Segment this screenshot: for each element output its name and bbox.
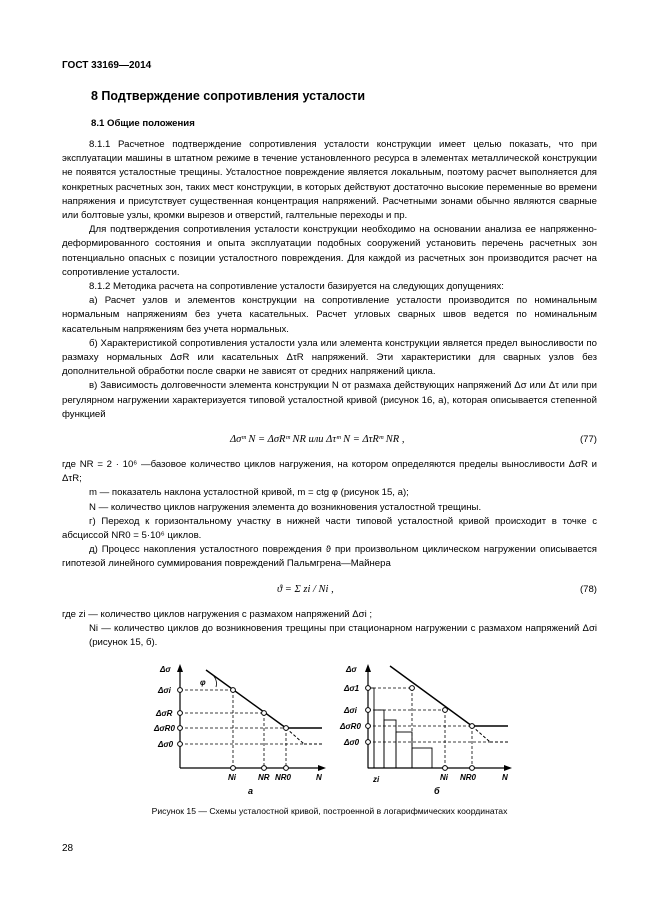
x-label-right-3: N xyxy=(502,773,508,782)
x-arrow-left xyxy=(318,765,326,771)
body-text xyxy=(62,138,597,650)
marker-right xyxy=(366,724,371,729)
document-code: ГОСТ 33169—2014 xyxy=(62,60,152,71)
marker-right xyxy=(443,708,448,713)
x-label-left-2: NR0 xyxy=(275,773,292,782)
dashed-extension-left xyxy=(286,728,304,744)
y-label-right-3: ΔσR0 xyxy=(340,722,361,731)
definition-m: m — показатель наклона усталостной кривой, m = ctg φ (рисунок 15, а); xyxy=(89,487,409,499)
paragraph-a: а) Расчет узлов и элементов конструкции на сопротивление усталости производится по номинальным нормальным напряжениям без учета касательных. Расчет угловых сварных швов ведется по номинальным касательным напряжениям без учета нормальных. xyxy=(62,295,597,335)
definitions-78 xyxy=(62,608,597,651)
angle-phi-label: φ xyxy=(200,678,206,687)
panel-label-a: а xyxy=(248,786,254,796)
x-label-right-0: zi xyxy=(373,775,380,784)
definition-zi: где zi — количество циклов нагружения с размахом напряжений Δσi ; xyxy=(62,608,373,620)
paragraph-8-1-1: 8.1.1 Расчетное подтверждение сопротивления усталости конструкции имеет целью показать, что при эксплуатации машины в штатном режиме в течение установленного ресурса в элементах металлической конструкции не появятся усталостные трещины. Усталостное повреждение является локальным, поэтому расчет выполняется для конкретных расчетных зон, таких мест конструкции, в которых действуют достаточно высокие переменные во времени напряжения и присутствует существенная концентрация напряжений. Расчетными зонами обычно являются сварные или болтовые узлы, кромки вырезов и отверстий, галтельные переходы и пр. xyxy=(62,139,597,222)
marker-left xyxy=(178,688,183,693)
y-label-left-0: Δσ xyxy=(160,665,171,674)
paragraph-zones: Для подтверждения сопротивления усталости конструкции необходимо на основании анализа ее напряженно-деформированного состояния и опыта эксплуатации подобных сооружений установить перечень расчетных зон потенциально опасных с позиции усталостного повреждения. Для каждой из расчетных зон производится расчет на сопротивление усталости. xyxy=(62,224,597,278)
marker-left xyxy=(178,726,183,731)
marker-left xyxy=(178,742,183,747)
marker-right xyxy=(443,766,448,771)
paragraph-g: г) Переход к горизонтальному участку в нижней части типовой усталостной кривой происходит в точке с абсциссой NR0 = 5·10⁶ циклов. xyxy=(62,515,597,542)
load-block xyxy=(412,748,432,768)
marker-left xyxy=(284,766,289,771)
x-label-left-0: Ni xyxy=(228,773,236,782)
y-arrow-right xyxy=(365,664,371,672)
marker-right xyxy=(366,740,371,745)
figure-15 xyxy=(60,660,540,798)
figure-panel-a xyxy=(153,664,326,796)
y-label-left-3: ΔσR0 xyxy=(154,724,175,733)
figure-panel-b xyxy=(339,664,512,796)
figure-caption: Рисунок 15 — Схемы усталостной кривой, построенной в логарифмических координатах xyxy=(151,806,508,816)
y-label-left-4: Δσ0 xyxy=(158,740,174,749)
paragraph-8-1-2: 8.1.2 Методика расчета на сопротивление усталости базируется на следующих допущениях: xyxy=(89,281,504,293)
dashed-extension-right xyxy=(472,726,490,742)
y-label-left-1: Δσi xyxy=(158,686,171,695)
load-block xyxy=(396,732,412,768)
page-number: 28 xyxy=(62,843,74,854)
subsection-title: 8.1 Общие положения xyxy=(91,118,195,129)
equation-77 xyxy=(62,428,597,454)
equation-78-formula: ϑ = Σ zi / Ni , xyxy=(277,583,334,595)
y-label-right-4: Δσ0 xyxy=(344,738,360,747)
marker-left xyxy=(231,766,236,771)
paragraph-v: в) Зависимость долговечности элемента конструкции N от размаха действующих напряжений Δσ или Δτ или при регулярном нагружении характеризуется типовой усталостной кривой (рисунок 16, а), которая описывается степенной функцией xyxy=(62,380,597,420)
y-label-right-2: Δσi xyxy=(344,706,357,715)
load-block xyxy=(374,710,384,768)
paragraph-d: д) Процесс накопления усталостного повреждения ϑ при произвольном циклическом нагружении описывается гипотезой линейного суммирования повреждений Пальмгрена—Майнера xyxy=(62,544,597,570)
definition-ni: Ni — количество циклов до возникновения трещины при стационарном нагружении с размахом напряжений Δσi (рисунок 15, б). xyxy=(89,622,597,649)
x-label-right-2: NR0 xyxy=(460,773,477,782)
y-label-right-1: Δσ1 xyxy=(344,684,360,693)
marker-right xyxy=(470,766,475,771)
fatigue-curve-right xyxy=(390,666,472,726)
equation-77-formula: Δσᵐ N = ΔσRᵐ NR или Δτᵐ N = ΔτRᵐ NR , xyxy=(230,434,405,446)
x-arrow-right xyxy=(504,765,512,771)
definitions-77 xyxy=(62,458,597,515)
paragraph-b: б) Характеристикой сопротивления усталости узла или элемента конструкции является предел выносливости по размаху нормальных ΔσR или касательных ΔτR напряжений. Эти характеристики для сварных узлов без дополнительной обработки после сварки не зависят от средних напряжений цикла. xyxy=(62,337,597,378)
equation-77-number: (77) xyxy=(579,434,597,446)
panel-label-b: б xyxy=(434,786,440,796)
x-label-right-1: Ni xyxy=(440,773,448,782)
fatigue-curve-left xyxy=(206,670,286,728)
marker-right xyxy=(366,686,371,691)
marker-right xyxy=(470,724,475,729)
x-label-left-3: N xyxy=(316,773,322,782)
x-label-left-1: NR xyxy=(258,773,270,782)
marker-left xyxy=(231,688,236,693)
y-label-right-0: Δσ xyxy=(346,665,357,674)
marker-left xyxy=(284,726,289,731)
marker-left xyxy=(178,711,183,716)
equation-78-number: (78) xyxy=(579,583,597,595)
marker-right xyxy=(366,708,371,713)
load-block xyxy=(384,720,396,768)
marker-left xyxy=(262,711,267,716)
marker-right xyxy=(410,686,415,691)
equation-78 xyxy=(62,578,597,604)
section-title: 8 Подтверждение сопротивления усталости xyxy=(91,89,366,103)
definition-nr: где NR = 2 · 10⁶ —базовое количество циклов нагружения, на котором определяются пределы выносливости ΔσR и ΔτR; xyxy=(62,459,597,485)
y-arrow-left xyxy=(177,664,183,672)
definition-n: N — количество циклов нагружения элемента до возникновения усталостной трещины. xyxy=(89,501,482,513)
marker-left xyxy=(262,766,267,771)
y-label-left-2: ΔσR xyxy=(156,709,173,718)
